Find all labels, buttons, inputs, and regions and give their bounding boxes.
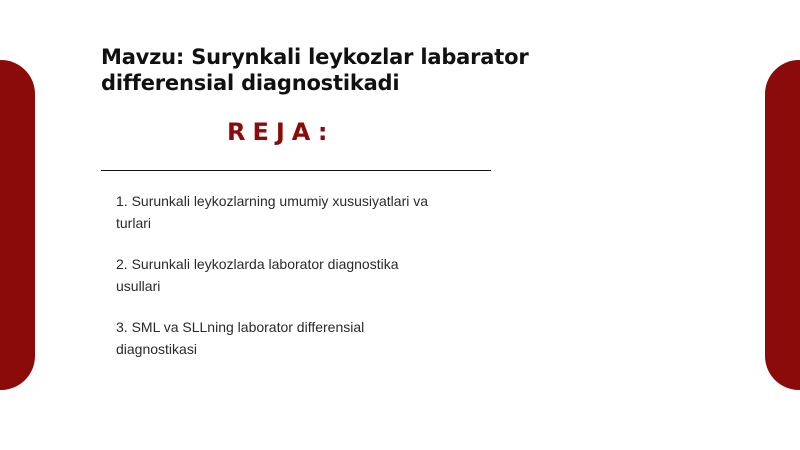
agenda-list <box>116 190 446 379</box>
right-decorative-bar <box>765 60 800 390</box>
agenda-item: 3. SML va SLLning laborator differensial diagnostikasi <box>116 319 365 357</box>
agenda-item: 1. Surunkali leykozlarning umumiy xususiyatlari va turlari <box>116 193 429 231</box>
heading-divider <box>101 170 491 171</box>
slide-title: Mavzu: Surynkali leykozlar labarator differensial diagnostikadi <box>101 45 529 95</box>
left-decorative-bar <box>0 60 35 390</box>
agenda-item: 2. Surunkali leykozlarda laborator diagnostika usullari <box>116 256 399 294</box>
agenda-heading: REJA: <box>227 118 335 146</box>
